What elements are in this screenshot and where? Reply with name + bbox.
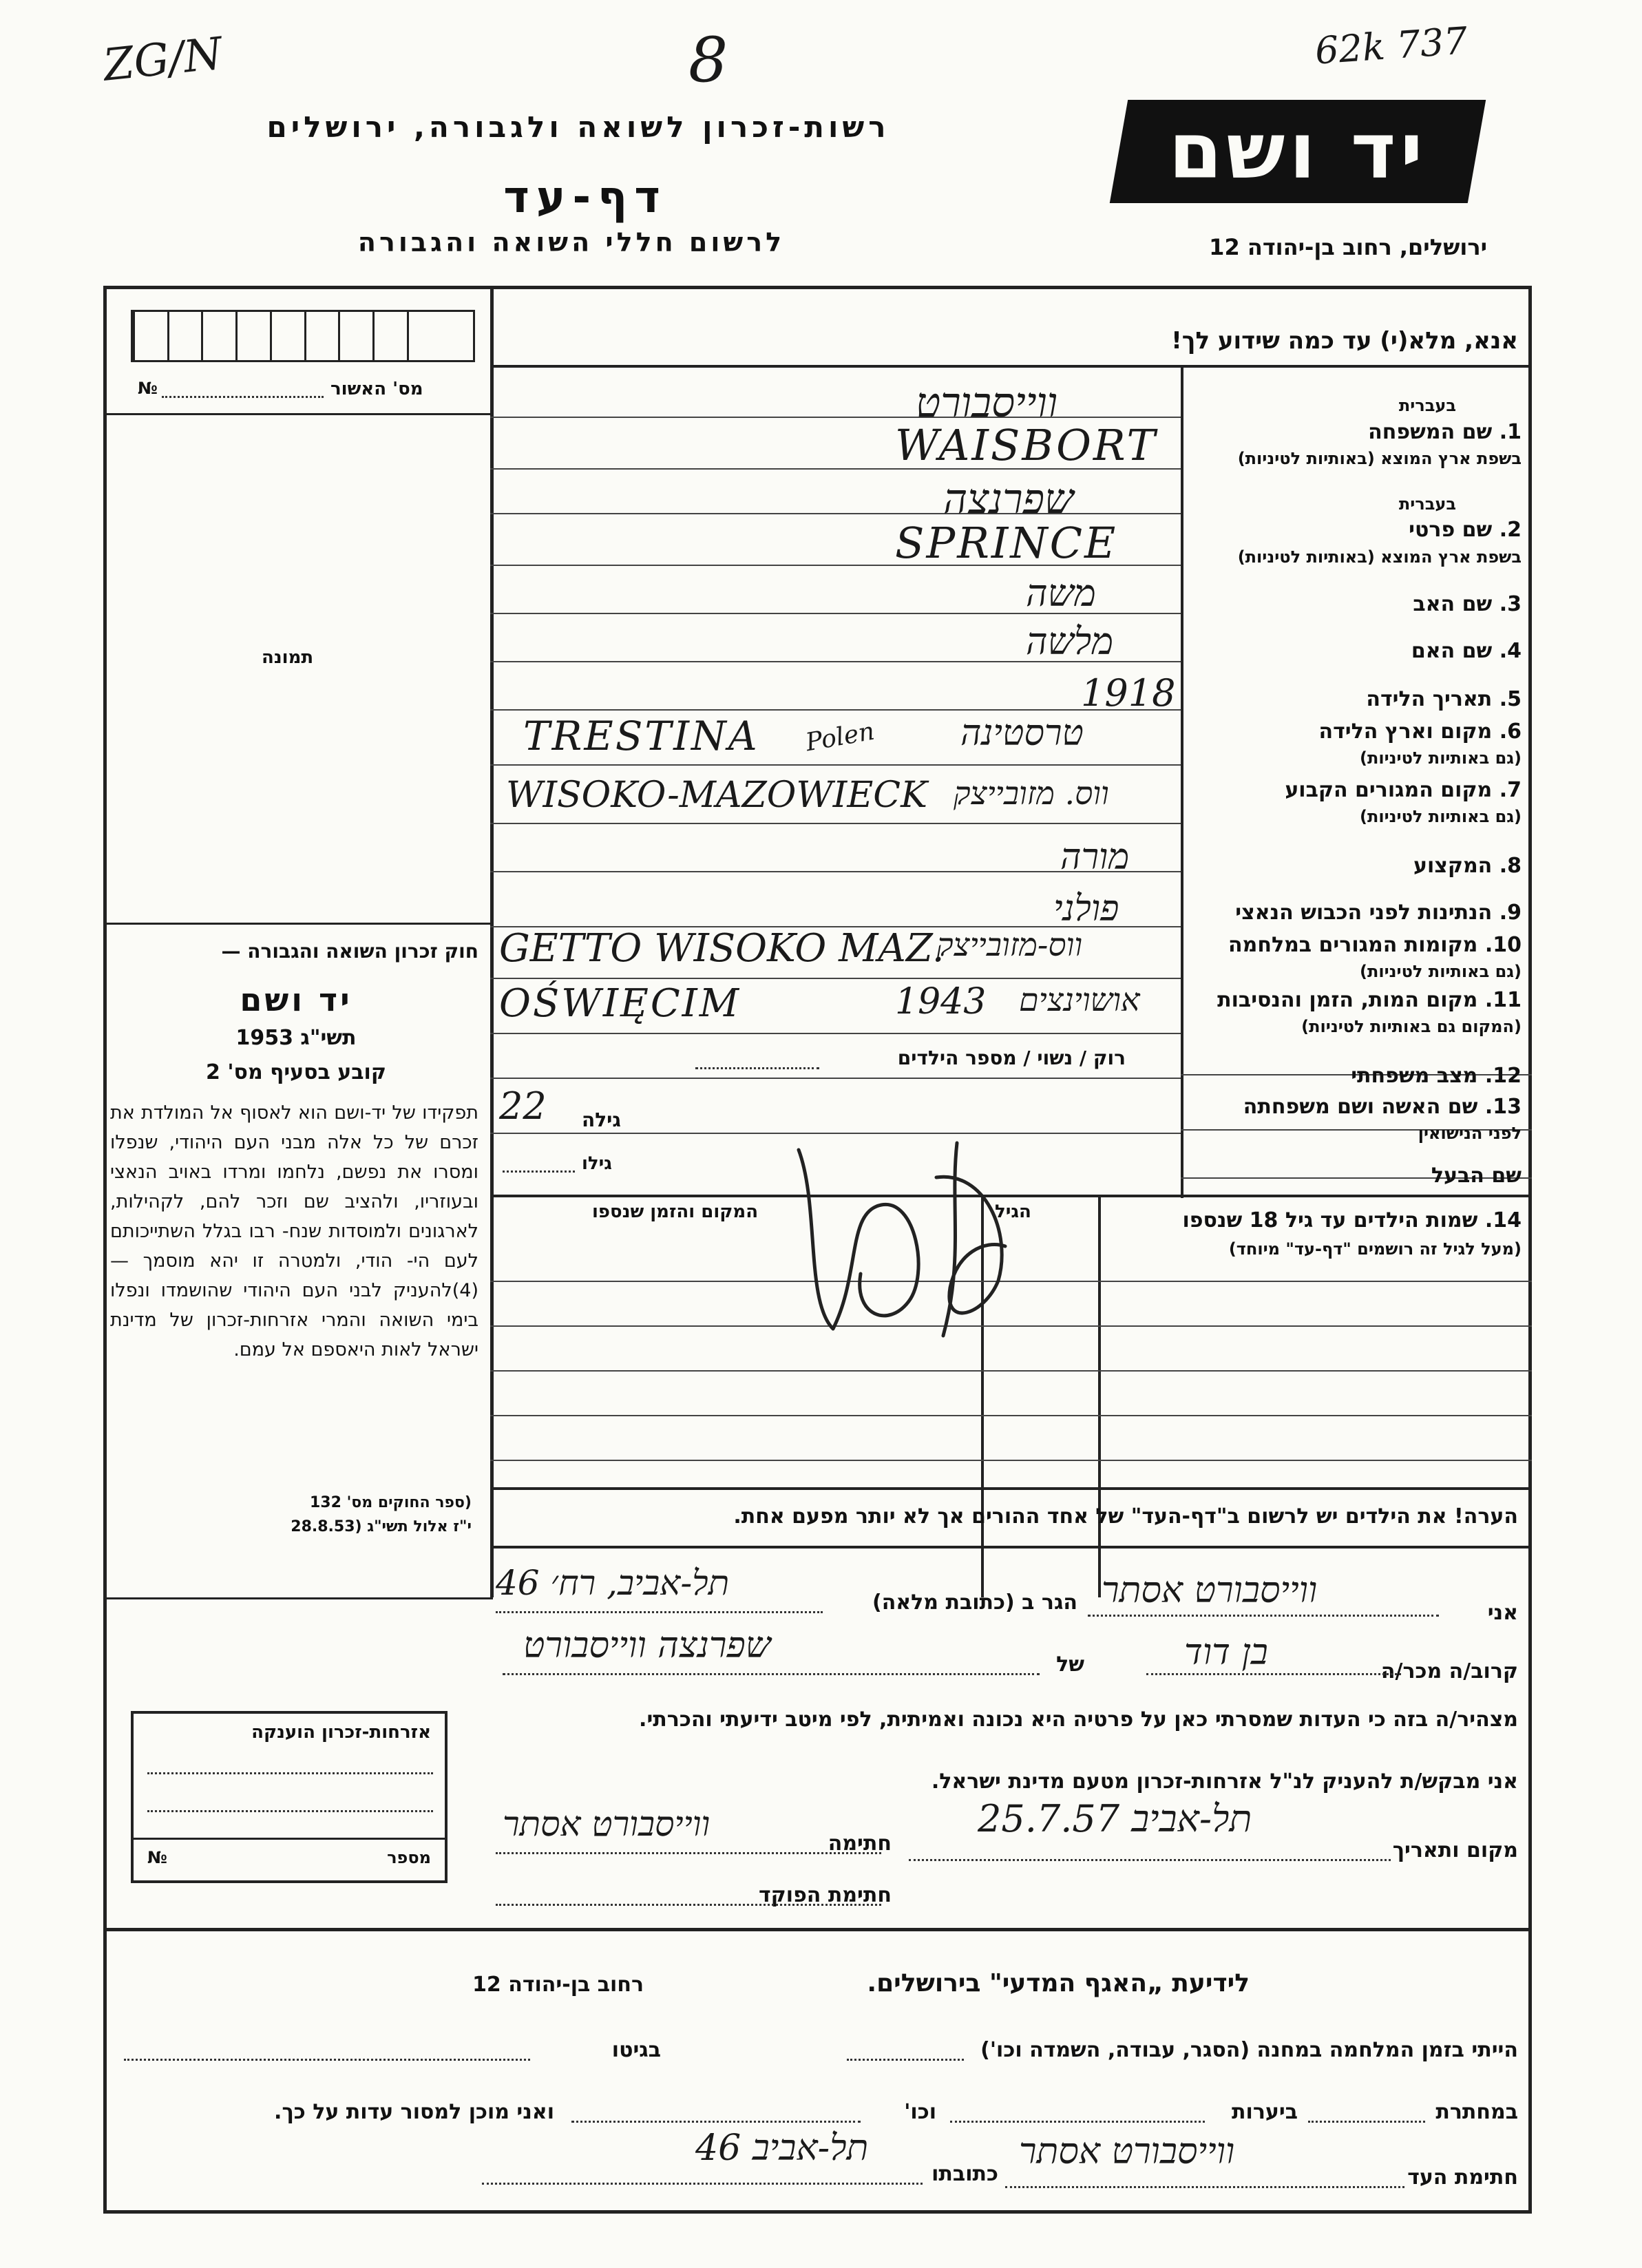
- field-text-3: שם האב: [1413, 592, 1493, 616]
- field-label-1: [1368, 420, 1522, 444]
- note-bottom-rule: [490, 1546, 1532, 1548]
- decl-of-line: [503, 1673, 1040, 1675]
- field-sub-14: (מעל לגיל זה רושמים "דף-עד" מיוחד): [1228, 1239, 1522, 1259]
- value-birthdate: 1918: [1081, 671, 1176, 715]
- law-ref: (ספר החוקים מס' 132: [309, 1494, 472, 1511]
- bottom-witness-signature: ווייסבורט אסתר: [1019, 2131, 1235, 2172]
- children-row-rule: [490, 1460, 1532, 1461]
- bottom-address-line: [482, 2183, 923, 2185]
- decl-official-label: חתימת הפוקד: [759, 1883, 892, 1907]
- law-date: י"ז אלול תשי"ג (28.8.53: [291, 1518, 472, 1535]
- value-firstname-hebrew: שפרנצה: [943, 475, 1074, 523]
- field-text-12: מצב משפחתי: [1351, 1064, 1478, 1088]
- bottom-line2-dots-b: [950, 2121, 1205, 2123]
- field-num-12: 12.: [1484, 1064, 1522, 1088]
- label-divider: [1181, 365, 1183, 1198]
- decl-statement: מצהיר/ה בזה כי העדות שמסרתי כאן על פרטיה היא נכונה ואמיתית, לפי מיטב ידיעתי והכרתי.: [639, 1708, 1518, 1732]
- approval-no: №: [138, 379, 158, 398]
- field-text-1: שם המשפחה: [1368, 420, 1493, 444]
- field-sub-13: לפני הנישואין: [1418, 1124, 1522, 1143]
- authority-name: רשות-זכרון לשואה ולגבורה, ירושלים: [266, 110, 890, 144]
- bottom-witness-label: חתימת העד: [1407, 2165, 1518, 2190]
- value-surname-latin: WAISBORT: [895, 420, 1157, 470]
- field-sub-6: (גם באותיות לטיניות): [1360, 748, 1522, 768]
- field-sub-2: בשפת ארץ המוצא (באותיות לטיניות): [1237, 547, 1522, 567]
- field-text-5: תאריך הלידה: [1366, 687, 1493, 711]
- law-year: תשי"ג 1953: [235, 1026, 357, 1050]
- bottom-heading-address: רחוב בן-יהודה 12: [472, 1973, 644, 1997]
- approval-line: [162, 396, 324, 398]
- law-title: חוק זכרון השואה והגבורה —: [221, 940, 478, 963]
- decl-relation-line: [1146, 1673, 1401, 1675]
- decl-signature: ווייסבורט אסתר: [503, 1804, 711, 1844]
- field-label-3: [1413, 592, 1522, 616]
- value-row-rule: [490, 417, 1181, 418]
- children-row-rule: [490, 1415, 1532, 1416]
- field-label-4: [1411, 639, 1522, 663]
- field-label-5: [1366, 687, 1522, 711]
- field-text-6: מקום וארץ הלידה: [1318, 720, 1493, 744]
- value-row-rule: [490, 978, 1181, 979]
- value-row-rule: [490, 1078, 1181, 1079]
- field-text-9: הנתינות לפני הכבוש הנאצי: [1235, 901, 1493, 925]
- side-rule-3: [103, 1597, 493, 1599]
- value-surname-hebrew: ווייסבורט: [916, 379, 1058, 427]
- citizenship-line-1: [147, 1772, 433, 1774]
- value-mother: מלשה: [1026, 620, 1114, 663]
- decl-official-line: [496, 1904, 881, 1906]
- field-label-13: [1243, 1095, 1522, 1119]
- field-text-11: מקום המות, הזמן והנסיבות: [1217, 988, 1478, 1012]
- decl-of-label: של: [1056, 1652, 1084, 1677]
- field-sub-11: (המקום גם באותיות לטיניות): [1301, 1017, 1522, 1036]
- yad-vashem-logo: [1110, 100, 1486, 203]
- bottom-section-rule: [103, 1928, 1532, 1931]
- decl-resides: הגר ב (כתובת מלאה): [872, 1590, 1077, 1615]
- bottom-line2-ready: ואני מוכן למסור עדות על כך.: [274, 2100, 554, 2124]
- husband-age-dots: [503, 1170, 575, 1173]
- value-death-latin: OŚWIĘCIM: [499, 981, 741, 1026]
- side-rule-1: [103, 413, 490, 415]
- marital-status-options: רוק / נשוי / מספר הילדים: [897, 1047, 1126, 1069]
- field-label-8: [1413, 854, 1522, 878]
- hebrew-tag-2: בעברית: [1398, 494, 1456, 514]
- field-text-13: שם האשה ושם משפחתה: [1243, 1095, 1478, 1119]
- field-text-2: שם פרטי: [1409, 518, 1493, 542]
- file-number: 62k 737: [1314, 19, 1469, 73]
- bottom-line1: הייתי בזמן המלחמה במחנה (הסגר, עבודה, השמדה וכו'): [980, 2038, 1518, 2062]
- citizenship-title: אזרחות-זכרון הוענקה: [251, 1722, 431, 1743]
- field-label-2: [1409, 518, 1522, 542]
- children-col-age: הגיל: [995, 1201, 1031, 1222]
- value-wartime-hebrew: ווס-מזובייצק: [936, 926, 1083, 963]
- wife-age-label: גילה: [582, 1109, 621, 1131]
- value-birthplace-note: Polen: [803, 717, 877, 757]
- field-label-7: [1285, 778, 1522, 802]
- decl-ani: אני: [1487, 1601, 1518, 1625]
- field-num-2: 2.: [1499, 518, 1522, 542]
- field-num-14: 14.: [1484, 1208, 1522, 1232]
- citizenship-number-label: מספר: [387, 1848, 431, 1867]
- field-sub-1: בשפת ארץ המוצא (באותיות לטיניות): [1237, 449, 1522, 468]
- decl-relative-label: קרוב/ה מכר/ה: [1380, 1659, 1518, 1683]
- value-residence-hebrew: ווס. מזובייצק: [954, 775, 1109, 812]
- form-title: דף-עד: [503, 172, 667, 223]
- address-header: ירושלים, רחוב בן-יהודה 12: [1209, 234, 1487, 260]
- value-death-hebrew: אושוינצים: [1019, 981, 1140, 1018]
- children-col-place: המקום והזמן שנספו: [592, 1201, 759, 1222]
- field-num-1: 1.: [1499, 420, 1522, 444]
- decl-place-date-line: [909, 1859, 1391, 1861]
- instructions: אנא, מלא(י) עד כמה שידוע לך!: [1171, 327, 1518, 355]
- value-row-rule: [490, 513, 1181, 514]
- handwritten-top-left: ZG/N: [101, 28, 225, 92]
- field-num-7: 7.: [1499, 778, 1522, 802]
- children-row-rule: [490, 1370, 1532, 1372]
- wife-age-value: 22: [499, 1084, 547, 1128]
- note-text: הערה! את הילדים יש לרשום ב"דף-העד" של אחד ההורים אך לא יותר מפעם אחת.: [733, 1504, 1518, 1529]
- decl-place-date-label: מקום ותאריך: [1392, 1838, 1518, 1862]
- bottom-witness-address: תל-אביב 46: [695, 2128, 869, 2169]
- husband-label: שם הבעל: [1431, 1164, 1522, 1188]
- citizenship-rule: [134, 1838, 445, 1840]
- value-row-rule: [490, 709, 1181, 711]
- decl-relation: בן דוד: [1184, 1632, 1268, 1673]
- bottom-witness-line: [1005, 2186, 1404, 2188]
- bottom-line2-underground: במחתרת: [1435, 2100, 1518, 2124]
- approval-label: מס' האשור: [330, 379, 423, 399]
- field-text-10: מקומות המגורים במלחמה: [1228, 933, 1478, 957]
- bottom-line1-end: בגיטו: [611, 2038, 661, 2062]
- citizenship-number-no: №: [147, 1848, 167, 1867]
- side-divider: [490, 286, 494, 1597]
- value-father: משה: [1026, 571, 1096, 615]
- field-label-10: [1228, 933, 1522, 957]
- field-num-8: 8.: [1499, 854, 1522, 878]
- value-nationality: פולני: [1053, 888, 1119, 930]
- side-rule-2: [103, 923, 490, 925]
- bottom-heading: לידיעת „האגף המדעי" בירושלים.: [867, 1969, 1250, 1997]
- value-profession: מורה: [1060, 837, 1130, 878]
- field-num-3: 3.: [1499, 592, 1522, 616]
- field-label-14: [1182, 1208, 1522, 1232]
- field-num-5: 5.: [1499, 687, 1522, 711]
- field-sub-10: (גם באותיות לטיניות): [1360, 962, 1522, 981]
- law-clause: קובע בסעיף מס' 2: [206, 1060, 386, 1084]
- decl-address-line: [496, 1611, 823, 1613]
- photo-label: תמונה: [262, 647, 314, 668]
- marital-dots: [695, 1067, 819, 1069]
- decl-signature-label: חתימה: [828, 1831, 892, 1856]
- field-label-9: [1235, 901, 1522, 925]
- instruction-rule: [490, 365, 1532, 368]
- citizenship-line-2: [147, 1810, 433, 1812]
- decl-place-date: תל-אביב 25.7.57: [978, 1797, 1252, 1840]
- value-death-year: 1943: [895, 981, 987, 1022]
- bottom-line2-dots-c: [571, 2121, 861, 2123]
- value-wartime-latin: GETTO WISOKO MAZ.: [499, 926, 945, 971]
- hebrew-tag-1: בעברית: [1398, 396, 1456, 415]
- scribble-mark: [778, 1122, 1033, 1350]
- citizenship-box: [131, 1711, 448, 1883]
- bottom-line2-dots-a: [1308, 2121, 1425, 2123]
- decl-address: תל-אביב, רח׳ 46: [496, 1563, 730, 1603]
- value-firstname-latin: SPRINCE: [895, 518, 1118, 568]
- field-text-8: המקצוע: [1413, 854, 1493, 878]
- children-divider-1: [1098, 1195, 1101, 1597]
- field-num-11: 11.: [1484, 988, 1522, 1012]
- bottom-line2-forests: ביערות: [1232, 2100, 1298, 2124]
- bottom-address-label: כתובתו: [931, 2162, 998, 2186]
- field-text-4: שם האם: [1411, 639, 1493, 663]
- decl-signature-line: [496, 1852, 881, 1854]
- value-row-rule: [490, 823, 1181, 824]
- value-residence-latin: WISOKO-MAZOWIECK: [506, 775, 927, 816]
- note-top-rule: [490, 1487, 1532, 1490]
- form-subtitle: לרשום חללי השואה והגבורה: [357, 227, 786, 258]
- value-row-rule: [490, 764, 1181, 766]
- field-text-7: מקום המגורים הקבוע: [1285, 778, 1493, 802]
- decl-name-line: [1088, 1615, 1439, 1617]
- logo-text: יד ושם: [1168, 107, 1427, 196]
- husband-age-label: גילו: [582, 1153, 612, 1174]
- bottom-line1-dots-2: [124, 2059, 530, 2061]
- field-num-10: 10.: [1484, 933, 1522, 957]
- bottom-line1-dots: [847, 2059, 964, 2061]
- law-name: יד ושם: [240, 981, 352, 1018]
- field-label-12: [1351, 1064, 1522, 1088]
- field-label-11: [1217, 988, 1522, 1012]
- value-birthplace-latin: TRESTINA: [523, 713, 759, 759]
- law-text: תפקידו של יד-ושם הוא לאסוף אל המולדת את זכרם של כל אלה מבני העם היהודי, שנפלו ומסרו את נפשם, נלחמו ומרדו באויב הנאצי ובעוזריו, ולהציב שם וזכר להם, לקהילות, לארגונים ולמוסדות שנח- רבו בגלל השתייכותם לעם הי- הודי, ולמטרה זו יהא מוסמך — (4)להעניק לבני העם היהודי שהושמדו ונפלו בימי השואה והמרי אזרחות-זכרון של מדינת ישראל לאות היאספם אל עמם.: [110, 1102, 478, 1361]
- bottom-line2-etc: וכו': [904, 2100, 936, 2124]
- field-label-6: [1319, 720, 1522, 744]
- code-boxes: [131, 310, 475, 358]
- value-birthplace-hebrew: טרסטינה: [960, 713, 1084, 754]
- decl-of-name: שפרנצה ווייסבורט: [523, 1625, 771, 1666]
- decl-name: ווייסבורט אסתר: [1102, 1570, 1318, 1611]
- field-num-13: 13.: [1484, 1095, 1522, 1119]
- decl-request: אני מבקש/ת להעניק לנ"ל אזרחות-זכרון מטעם מדינת ישראל.: [931, 1770, 1518, 1794]
- field-text-14: שמות הילדים עד גיל 18 שנספו: [1182, 1208, 1478, 1232]
- page-number: 8: [688, 24, 728, 96]
- field-num-6: 6.: [1499, 720, 1522, 744]
- field-sub-7: (גם באותיות לטיניות): [1360, 807, 1522, 826]
- value-row-rule: [490, 1033, 1181, 1034]
- field-num-4: 4.: [1499, 639, 1522, 663]
- field-num-9: 9.: [1499, 901, 1522, 925]
